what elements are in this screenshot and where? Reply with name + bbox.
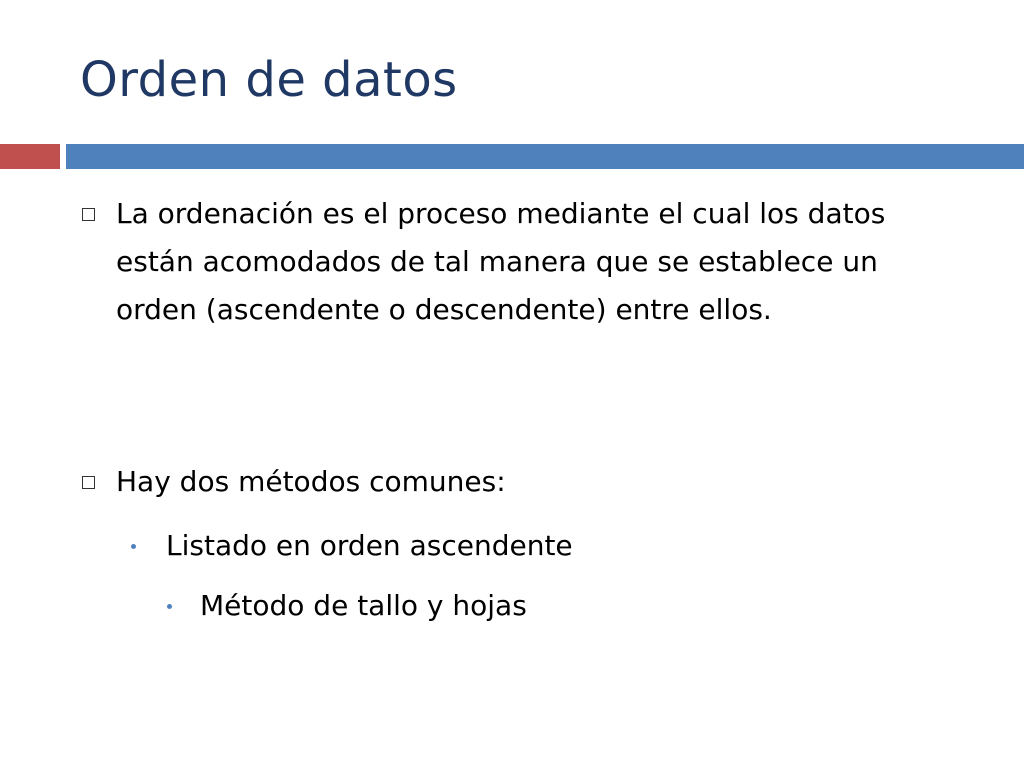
square-bullet-icon bbox=[82, 476, 95, 489]
dot-bullet-icon bbox=[167, 604, 172, 609]
sub-item: Listado en orden ascendente bbox=[166, 529, 573, 562]
sub-item: Método de tallo y hojas bbox=[200, 589, 527, 622]
bullet-paragraph: Hay dos métodos comunes: bbox=[116, 465, 506, 498]
square-bullet-icon bbox=[82, 208, 95, 221]
title-rule-blue bbox=[66, 144, 1024, 169]
bullet-paragraph: La ordenación es el proceso mediante el cual los datos están acomodados de tal manera que se establece un orden (ascendente o descendente) entre ellos. bbox=[116, 197, 886, 326]
slide-title: Orden de datos bbox=[80, 52, 458, 108]
dot-bullet-icon bbox=[131, 544, 136, 549]
title-rule-red bbox=[0, 144, 60, 169]
